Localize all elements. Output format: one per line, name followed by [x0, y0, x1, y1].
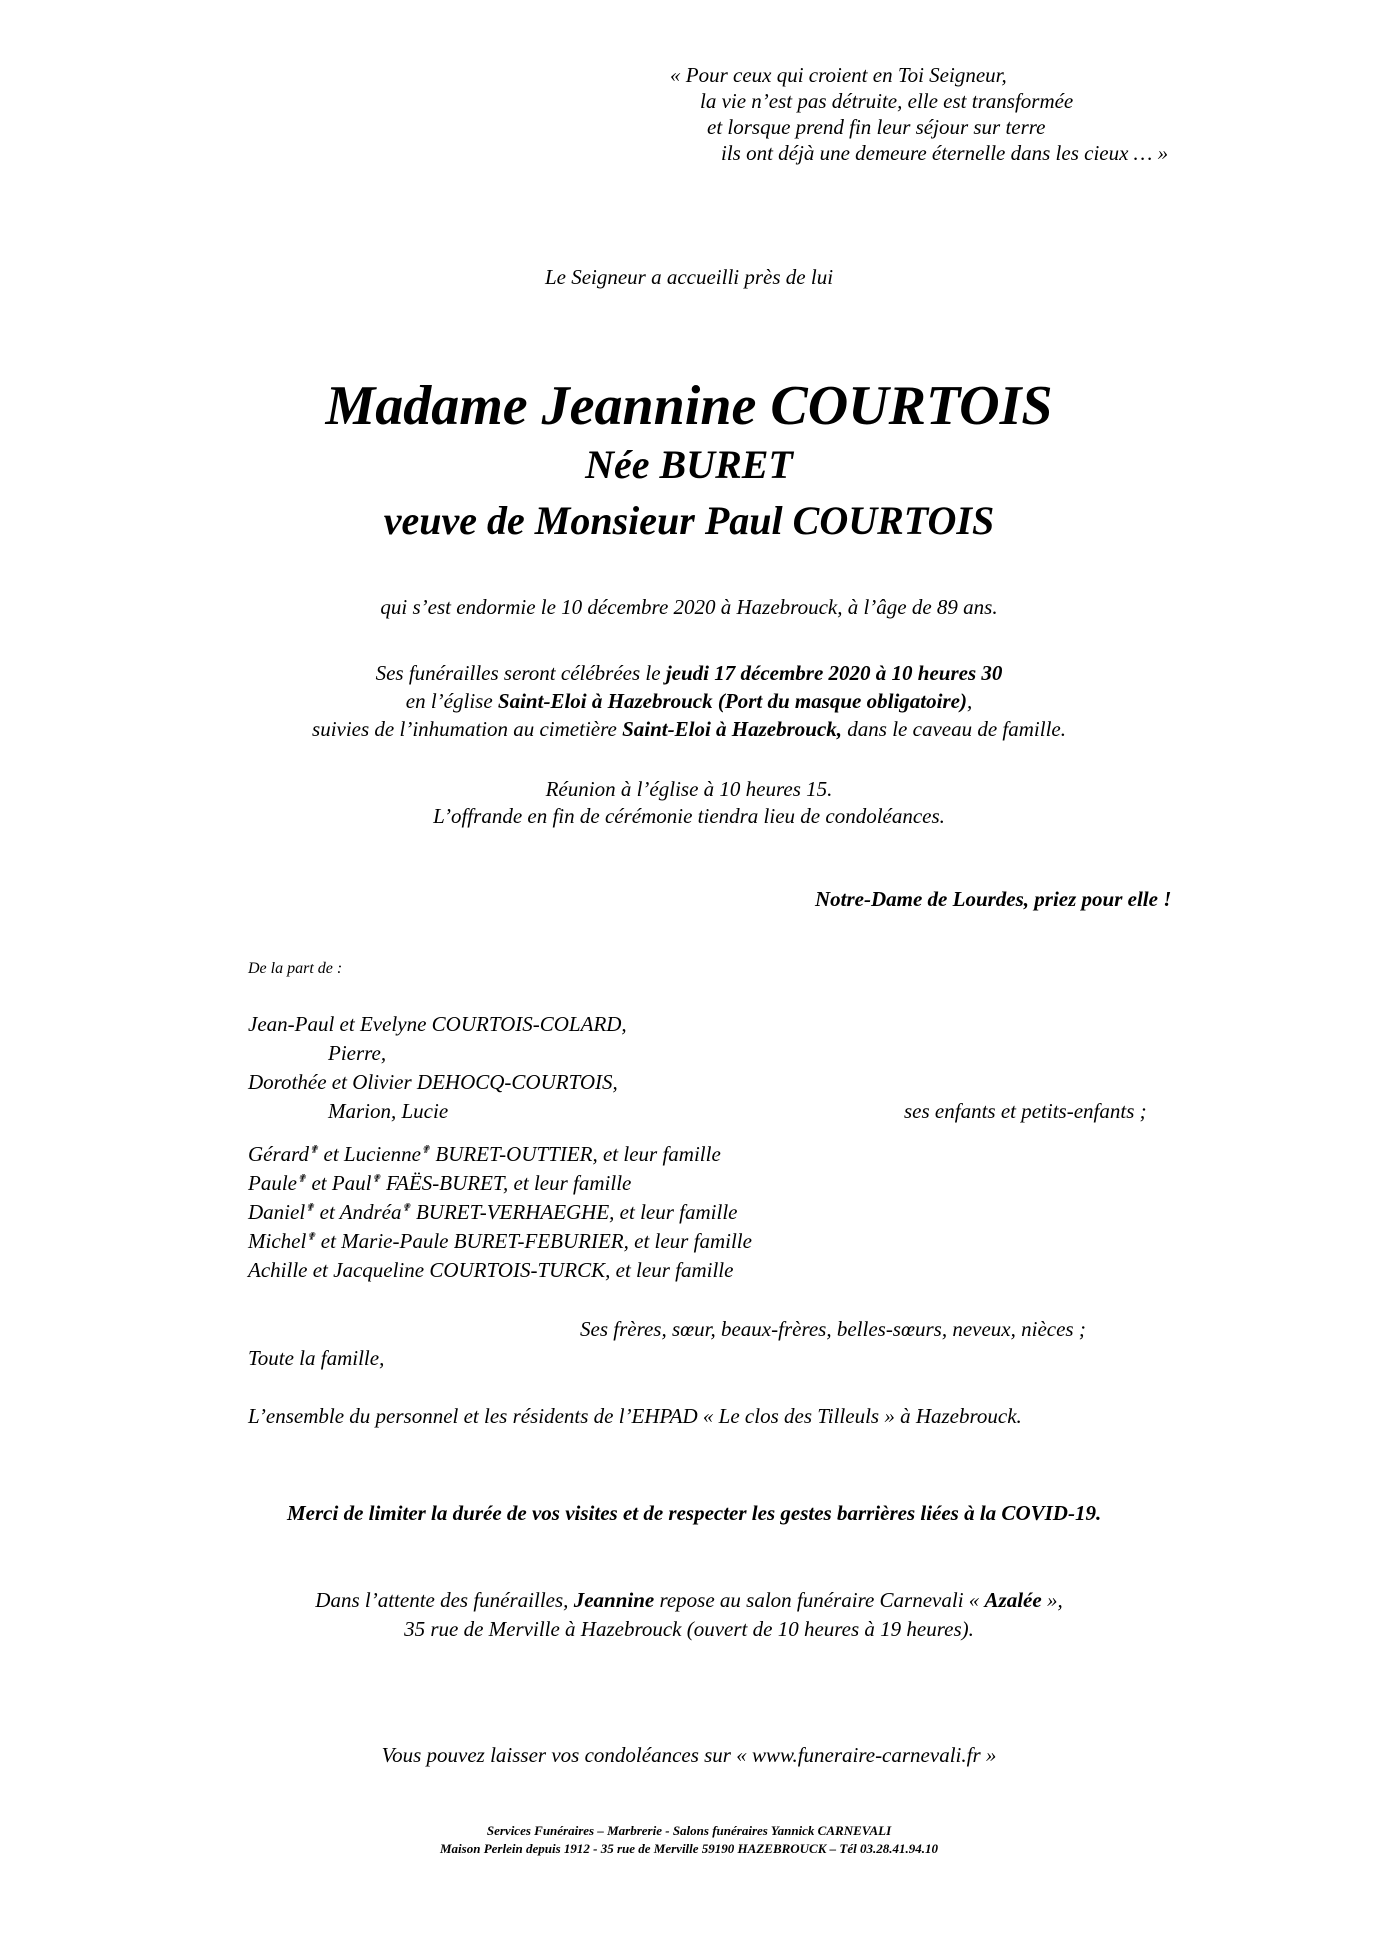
- covid-notice: Merci de limiter la durée de vos visites et de respecter les gestes barrières liées à la COVID-19.: [287, 1501, 1102, 1525]
- cross-icon: ✟: [305, 1202, 315, 1214]
- siblings-label: Ses frères, sœur, beaux-frères, belles-sœurs, neveux, nièces ;: [580, 1317, 1086, 1341]
- funeral-line-1: Ses funérailles seront célébrées le jeudi 17 décembre 2020 à 10 heures 30: [375, 661, 1003, 685]
- cross-icon: ✟: [296, 1173, 307, 1185]
- family-text: Toute la famille,: [248, 1346, 385, 1370]
- sibling-line-5: Achille et Jacqueline COURTOIS-TURCK, et leur famille: [248, 1258, 734, 1282]
- children-line-3: Dorothée et Olivier DEHOCQ-COURTOIS,: [248, 1070, 618, 1094]
- sibling-line-1: Gérard✟ et Lucienne✟ BURET-OUTTIER, et leur famille: [248, 1142, 721, 1166]
- death-notice: qui s’est endormie le 10 décembre 2020 à Hazebrouck, à l’âge de 89 ans.: [380, 595, 998, 619]
- from-label: De la part de :: [248, 960, 343, 977]
- cross-icon: ✟: [371, 1173, 381, 1185]
- deceased-name: Madame Jeannine COURTOIS: [325, 375, 1053, 437]
- funeral-line-2: en l’église Saint-Eloi à Hazebrouck (Port du masque obligatoire),: [405, 689, 973, 713]
- children-line-1: Jean-Paul et Evelyne COURTOIS-COLARD,: [248, 1012, 627, 1036]
- quote-line-1: « Pour ceux qui croient en Toi Seigneur,: [670, 63, 1007, 87]
- sibling-line-3: Daniel✟ et Andréa✟ BURET-VERHAEGHE, et leur famille: [248, 1200, 738, 1224]
- sibling-line-4: Michel✟ et Marie-Paule BURET-FEBURIER, et leur famille: [248, 1229, 752, 1253]
- quote-line-4: ils ont déjà une demeure éternelle dans les cieux … »: [721, 141, 1169, 165]
- reunion-text: Réunion à l’église à 10 heures 15.: [545, 777, 833, 801]
- children-line-2: Pierre,: [328, 1041, 387, 1065]
- prayer-text: Notre-Dame de Lourdes, priez pour elle !: [815, 887, 1172, 911]
- cross-icon: ✟: [306, 1231, 316, 1243]
- cross-icon: ✟: [309, 1144, 319, 1156]
- sibling-line-2: Paule✟ et Paul✟ FAËS-BURET, et leur famille: [248, 1171, 632, 1195]
- intro-text: Le Seigneur a accueilli près de lui: [544, 265, 834, 289]
- quote-line-3: et lorsque prend fin leur séjour sur terre: [707, 115, 1046, 139]
- rest-line-1: Dans l’attente des funérailles, Jeannine repose au salon funéraire Carnevali « Azalée »,: [315, 1588, 1063, 1612]
- children-label: ses enfants et petits-enfants ;: [904, 1099, 1147, 1123]
- widow-line: veuve de Monsieur Paul COURTOIS: [383, 498, 995, 543]
- footer-line-2: Maison Perlein depuis 1912 - 35 rue de Merville 59190 HAZEBROUCK – Tél 03.28.41.94.10: [440, 1841, 938, 1856]
- cross-icon: ✟: [420, 1144, 431, 1156]
- condolences-text: Vous pouvez laisser vos condoléances sur « www.funeraire-carnevali.fr »: [381, 1743, 997, 1767]
- rest-line-2: 35 rue de Merville à Hazebrouck (ouvert de 10 heures à 19 heures).: [404, 1617, 974, 1641]
- children-line-4: Marion, Lucie: [328, 1099, 449, 1123]
- funeral-line-3: suivies de l’inhumation au cimetière Saint-Eloi à Hazebrouck, dans le caveau de famille.: [312, 717, 1066, 741]
- cross-icon: ✟: [401, 1202, 411, 1214]
- quote-line-2: la vie n’est pas détruite, elle est transformée: [700, 89, 1074, 113]
- footer-line-1: Services Funéraires – Marbrerie - Salons funéraires Yannick CARNEVALI: [486, 1823, 892, 1838]
- maiden-name: Née BURET: [585, 442, 793, 487]
- offrande-text: L’offrande en fin de cérémonie tiendra lieu de condoléances.: [433, 804, 945, 828]
- ehpad-text: L’ensemble du personnel et les résidents de l’EHPAD « Le clos des Tilleuls » à Hazebrouck.: [248, 1404, 1022, 1428]
